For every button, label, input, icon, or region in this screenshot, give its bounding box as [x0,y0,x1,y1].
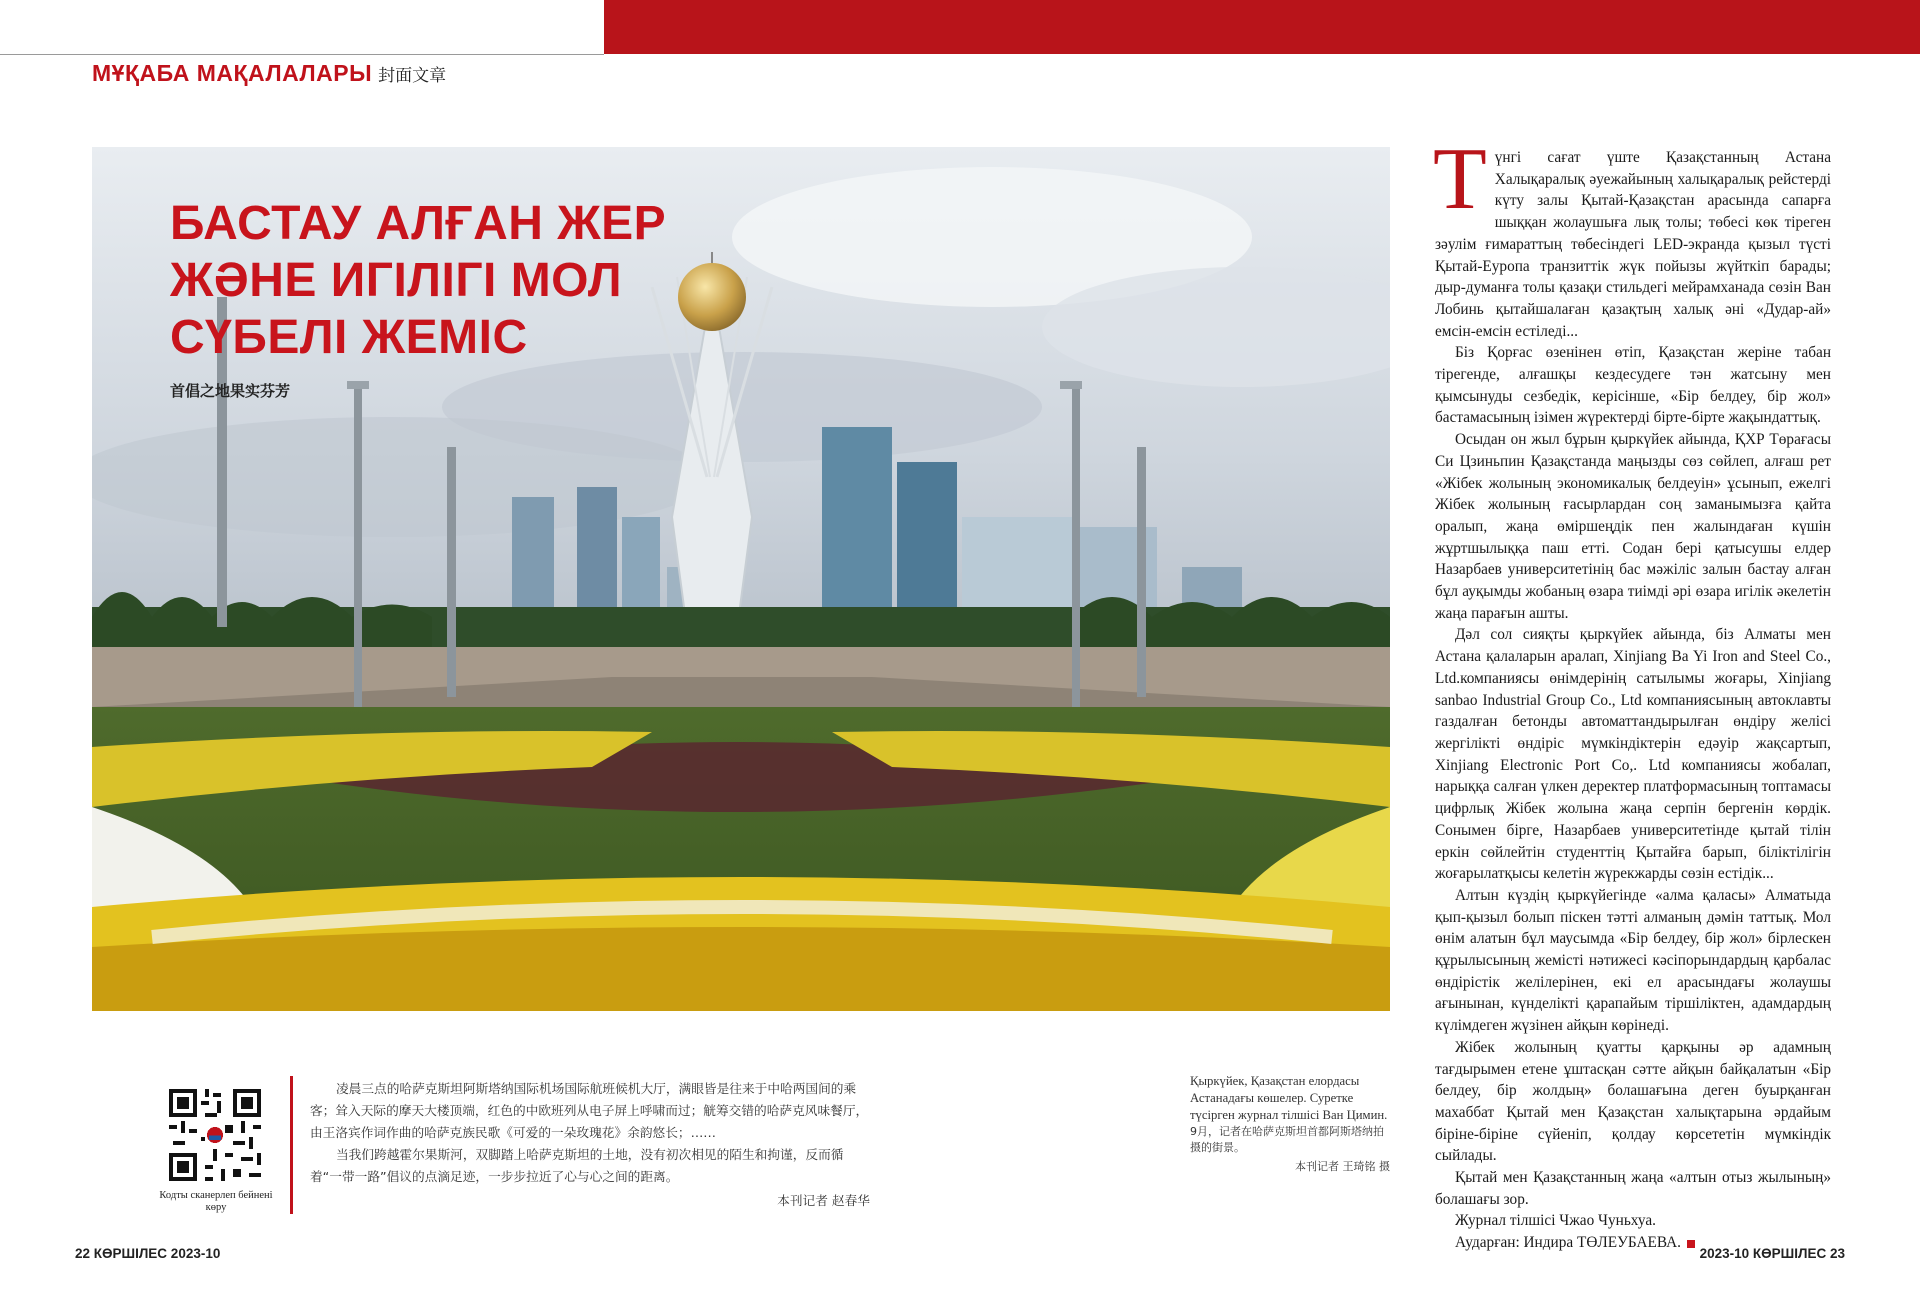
article-paragraph: Осыдан он жыл бұрын қыркүйек айында, ҚХР Төрағасы Си Цзиньпин Қазақстанда маңызды сөз сөйлеп, алғаш рет «Жібек жолының экономикалық белдеуін» ұсынып, ежелгі Жібек жолының ғасырлардан соң заманымызға қайта оралып, жаңа өміршеңдік пен жалындаған күшін жұртшылыққа паш етті. Содан бері қатысушы елдер Назарбаев университетінің бас мәжіліс залын бастау алған бұл ауқымды жобаның өзара тиімді әрі өзара игілік әкелетін жаңа парағын ашты. [1435,431,1831,622]
title-line-1: БАСТАУ АЛҒАН ЖЕР [170,197,667,250]
folio-left: 22 КӨРШІЛЕС 2023-10 [75,1246,221,1261]
article-paragraph: Жібек жолының қуатты қарқыны әр адамның тағдырымен етене ұштасқан сәтте айқын байқалатын «Бір белдеу, бір жолдың» болашағына деген буырқанған махаббат Қытай мен Қазақстан халықтарына әрдайым біріне-біріне сүйеніп, қолдау көрсететін мүмкіндік сыйлады. [1435,1038,1831,1165]
qr-caption: Кодты сканерлеп бейнені көру [159,1190,273,1213]
article-paragraph: Түнгі сағат үште Қазақстанның Астана Халықаралық әуежайының халықаралық рейстерді күту залы Қытай-Қазақстан арасында сапарға шыққан жолаушыға лық толы; төбесі көк тіреген зәулім ғимараттың төбесіндегі LED-экранда қызыл түсті Қытай-Еуропа транзиттік жүк пойызы жүйткіп барады; дыр-думанға толы қазақи стильдегі мейрамханада сөзін Ван Лобинь қытайшалаған қазақтың халық әні «Дудар-ай» емсін-емсін естіледі... [1433,131,1831,340]
end-mark-icon [1687,1240,1695,1248]
photo-caption [1190,1073,1390,1175]
top-bar-red [604,0,1920,54]
abstract-byline: 本刊记者 赵春华 [777,1193,870,1208]
journalist-credit: Журнал тілшісі Чжао Чуньхуа. [1455,1212,1656,1230]
section-header [92,60,446,87]
photo-caption-kz: Қыркүйек, Қазақстан елордасы Астанадағы көшелер. Суретке түсірген журнал тілшісі Ван Цимин. [1190,1074,1388,1122]
article-paragraph: Біз Қорғас өзенінен өтіп, Қазақстан жеріне табан тірегенде, алғашқы кездесудеге тән жатсыну мен қымсынуды сезбедік, керісінше, «Бір белдеу, бір жол» бастамасының ізімен жүректерді бірте-бірте жақындаттық. [1435,344,1831,427]
translator-credit: Аударған: Индира ТӨЛЕУБАЕВА. [1435,1232,1831,1254]
article-body [1433,131,1831,1254]
top-bar-left [0,0,604,55]
folio-right: 2023-10 КӨРШІЛЕС 23 [1699,1246,1845,1261]
drop-cap: Т [1433,131,1487,228]
abstract-paragraph: 当我们跨越霍尔果斯河，双脚踏上哈萨克斯坦的土地，没有初次相见的陌生和拘谨，反而循着“一带一路”倡议的点滴足迹，一步步拉近了心与心之间的距离。 [310,1147,844,1184]
photo-caption-cn: 9月，记者在哈萨克斯坦首都阿斯塔纳拍摄的街景。 [1190,1125,1384,1154]
title-line-3: СҮБЕЛІ ЖЕМІС [170,311,528,364]
red-rule [290,1076,293,1214]
section-title-cn: 封面文章 [378,66,447,86]
article-subtitle-cn: 首倡之地果实芬芳 [170,382,291,400]
abstract-paragraph: 凌晨三点的哈萨克斯坦阿斯塔纳国际机场国际航班候机大厅，满眼皆是往来于中哈两国间的乘客；耸入天际的摩天大楼顶端，红色的中欧班列从电子屏上呼啸而过；觥筹交错的哈萨克风味餐厅，由王洛宾作词作曲的哈萨克族民歌《可爱的一朵玫瑰花》余韵悠长；…… [310,1081,869,1140]
chinese-abstract [310,1078,870,1212]
article-paragraph: Қытай мен Қазақстанның жаңа «алтын отыз жылының» болашағы зор. [1435,1169,1831,1208]
article-paragraph: Алтын күздің қыркүйегінде «алма қаласы» Алматыда қып-қызыл болып піскен тәтті алманың дәмін таттық. Мол өнім алатын бұл маусымда «Бір белдеу, бір жол» бірлескен құрылысының жемісті нәтижесі кәсіпорындардың қарбалас өндірістік желілерінен, екі ел арасындағы жолаушы ағынынан, күнделікті қарапайым тіршіліктен, адамдардың күлімдеген жүзінен айқын көрінеді. [1435,886,1831,1035]
section-title-kz: МҰҚАБА МАҚАЛАЛАРЫ [92,60,373,86]
cover-photo [92,147,1390,1011]
qr-code[interactable] [165,1085,265,1185]
title-line-2: ЖӘНЕ ИГІЛІГІ МОЛ [170,254,622,307]
photo-credit: 本刊记者 王琦铭 摄 [1295,1160,1390,1173]
article-title [170,195,670,401]
article-paragraph: Дәл сол сияқты қыркүйек айында, біз Алматы мен Астана қалаларын аралап, Xinjiang Ba Yi Iron and Steel Co., Ltd.компаниясы өнімдерінің сатылымы жоғары, Xinjiang sanbao Industrial Group Co., Ltd компаниясының автоклавты газдалған бетонды автоматтандырылған өндіру желісі жергілікті өндіріс мүмкіндіктерін едәуір жақсартып, Xinjiang Electronic Port Co,. Ltd компаниясы жобалап, нарыққа салған үлкен деректер платформасының топтамасы цифрлық Жібек жолына жаңа серпін бергенін көрдік. Сонымен бірге, Назарбаев университетінде қытай тілін еркін сөйлейтін студенттің Қытайға барып, біліктілігін жоғарылатқысы келетін жүрекжарды сөзін естідік... [1435,626,1831,883]
